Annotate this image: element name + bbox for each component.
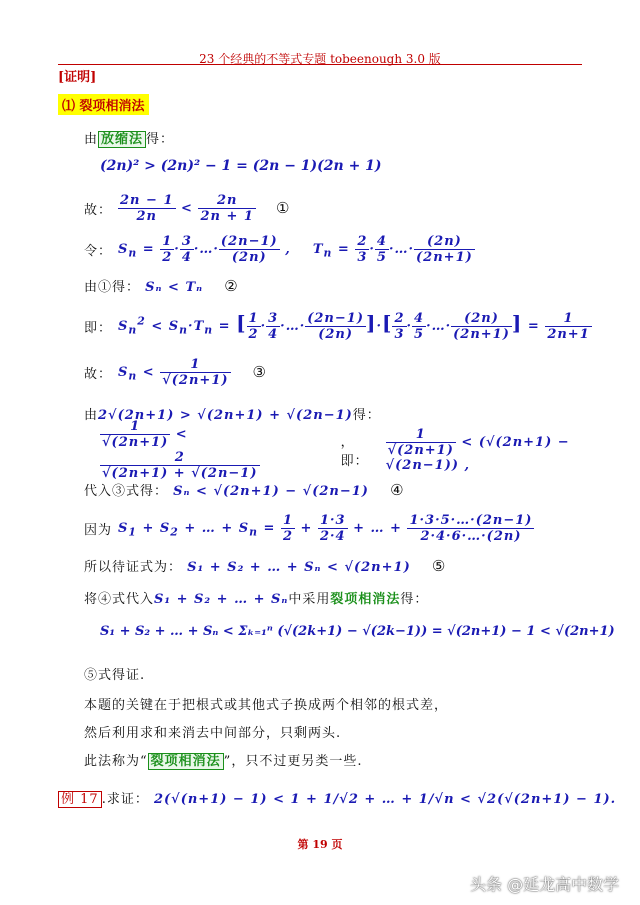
formula-sqrt-diff: $\frac{1}{√(2n+1)}$ < (√(2n+1) − √(2n−1)) ,: [385, 427, 570, 473]
text: .求证：: [101, 792, 149, 807]
line-17: 然后利用求和来消去中间部分，只剩两头.: [84, 726, 342, 741]
page-number: 第 19 页: [297, 838, 343, 851]
formula: Sₙ < √(2n+1) − √(2n−1): [173, 484, 369, 499]
text: 由: [84, 132, 99, 147]
line-16: 本题的关键在于把根式或其他式子换成两个相邻的根式差，: [84, 698, 449, 713]
formula: Sₙ < Tₙ: [145, 280, 204, 295]
method-highlight: 放缩法: [98, 131, 146, 148]
method-highlight: 裂项相消法: [148, 753, 224, 770]
line-12: [84, 556, 446, 575]
line-18: [84, 750, 362, 769]
text: 故：: [84, 202, 113, 218]
text: 得：: [400, 592, 429, 607]
text: 得：: [146, 132, 175, 147]
formula-product: $S_n^2 < S_n\cdot T_n$ = [ $\frac{1}{2}$ · $\frac{3}{4}$ ·…· $\frac{(2n-1)}{(2n)}$ ]·[ $\frac{2}{3}$ · $\frac{4}{5}$ ·…· $\frac{(2n)}{(2n+1)}$ ] = $\frac{1}{2n+1}$: [118, 310, 590, 342]
text: 故：: [84, 366, 113, 382]
text: 此法称为“: [84, 754, 148, 769]
formula-squares: (2n)² > (2n)² − 1 = (2n − 1)(2n + 1): [100, 158, 382, 174]
text: 因为: [84, 522, 113, 538]
line-11: [84, 508, 534, 548]
text: 由: [84, 408, 99, 423]
eq-mark: ②: [224, 277, 239, 295]
formula-frac-ineq: $\frac{2n - 1}{2n}$ < $\frac{2n}{2n + 1}$: [120, 192, 254, 224]
text: ”，只不过更另类一些.: [223, 754, 363, 769]
formula-def-s: $S_n$ = $\frac{1}{2}$ · $\frac{3}{4}$ ·…· $\frac{(2n-1)}{(2n)}$ , $T_n$ = $\frac{2}{3}$ · $\frac{4}{5}$ ·…· $\frac{(2n)}{(2n+1)}$: [118, 233, 473, 265]
text: 将④式代入: [84, 592, 155, 607]
line-7: [84, 354, 267, 390]
line-3: [84, 190, 290, 226]
page-header: 23 个经典的不等式专题 tobeenough 3.0 版: [199, 52, 441, 66]
text: 得：: [352, 408, 381, 423]
proof-tag: [证明]: [58, 70, 97, 85]
formula-telescoping: S₁ + S₂ + … + Sₙ < Σₖ₌₁ⁿ (√(2k+1) − √(2k−1)) = √(2n+1) − 1 < √(2n+1): [100, 624, 615, 639]
header-rule: [58, 64, 582, 65]
text: 令：: [84, 243, 113, 259]
watermark: 头条 @延龙高中数学: [470, 875, 620, 894]
formula: 2√(2n+1) > √(2n+1) + √(2n−1): [98, 408, 353, 423]
line-1: [84, 128, 174, 147]
line-15: ⑤式得证.: [84, 668, 146, 683]
eq-mark: ⑤: [431, 557, 447, 575]
formula-sqrt-ineq: $\frac{1}{√(2n+1)}$ < $\frac{2}{√(2n+1) + √(2n-1)}$: [102, 419, 258, 481]
text: 由①得：: [84, 280, 141, 295]
text: 所以待证式为：: [84, 560, 183, 575]
line-6: [84, 306, 592, 346]
text: ，即：: [340, 435, 369, 469]
eq-mark: ①: [275, 199, 291, 217]
text: 中采用: [288, 592, 331, 607]
line-13: [84, 588, 428, 607]
example-label: 例 17: [58, 791, 102, 808]
method-highlight: 裂项相消法: [330, 592, 401, 607]
section-title: ⑴ 裂项相消法: [58, 94, 149, 115]
line-4: [84, 232, 475, 266]
eq-mark: ④: [390, 481, 405, 499]
formula: S₁ + S₂ + … + Sₙ: [154, 592, 289, 607]
example-17: [58, 788, 616, 807]
eq-mark: ③: [252, 363, 267, 381]
line-9: [100, 419, 640, 481]
formula: 2(√(n+1) − 1) < 1 + 1/√2 + … + 1/√n < √2(√(2n+1) − 1).: [153, 792, 617, 807]
text: 即：: [84, 320, 113, 336]
formula: S₁ + S₂ + … + Sₙ < √(2n+1): [187, 560, 411, 575]
formula-sn-bound: $S_n$ < $\frac{1}{√(2n+1)}$: [118, 356, 229, 388]
formula-sum-expand: $S_1 + S_2$ + … + $S_n$ = $\frac{1}{2}$ + $\frac{1\cdot 3}{2\cdot 4}$ + … + $\frac{1\cdot 3\cdot 5\cdot\dots\cdot(2n-1)}{2\cdot 4\cdot 6\cdot\dots\cdot(2n)}$: [118, 512, 533, 544]
line-5: [84, 276, 239, 295]
text: 代入③式得：: [84, 484, 169, 499]
line-10: [84, 480, 405, 499]
